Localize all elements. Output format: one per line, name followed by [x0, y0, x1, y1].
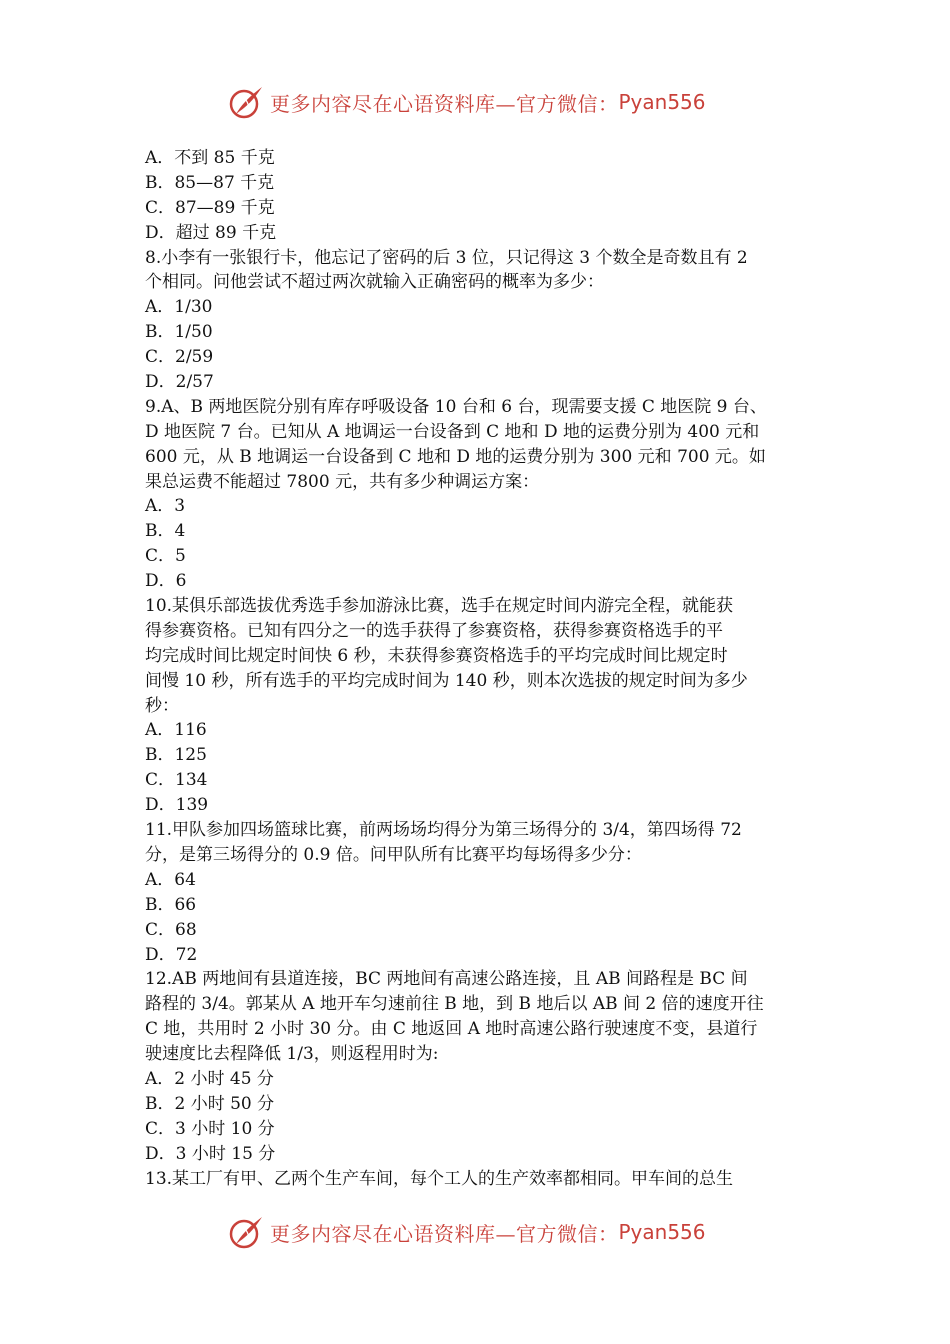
question-line: 12.AB 两地间有县道连接，BC 两地间有高速公路连接，且 AB 间路程是 BC 间 [145, 969, 748, 990]
option-line: C．68 [145, 919, 197, 940]
banner-wechat-id: Pyan556 [618, 90, 706, 114]
option-line: B．4 [145, 521, 186, 542]
question-line: 秒： [145, 695, 179, 716]
question-line: 驶速度比去程降低 1/3，则返程用时为: [145, 1044, 439, 1065]
question-line: 得参赛资格。已知有四分之一的选手获得了参赛资格，获得参赛资格选手的平 [145, 620, 723, 641]
question-line: 个相同。问他尝试不超过两次就输入正确密码的概率为多少： [145, 272, 604, 293]
question-line: 路程的 3/4。郭某从 A 地开车匀速前往 B 地，到 B 地后以 AB 间 2 倍的速度开往 [145, 994, 764, 1015]
banner-wechat-id: Pyan556 [618, 1220, 706, 1244]
question-line: 分，是第三场得分的 0.9 倍。问甲队所有比赛平均每场得多少分： [145, 844, 642, 865]
text-line: A．不到 85 千克 [145, 148, 275, 168]
question-line: 间慢 10 秒，所有选手的平均完成时间为 140 秒，则本次选拔的规定时间为多少 [145, 670, 748, 691]
option-line: A．64 [145, 869, 196, 890]
option-line: A．116 [145, 720, 207, 741]
question-line: 果总运费不能超过 7800 元，共有多少种调运方案： [145, 471, 540, 492]
option-line: D．6 [145, 571, 187, 592]
option-line: D．72 [145, 944, 198, 965]
question-line: D 地医院 7 台。已知从 A 地调运一台设备到 C 地和 D 地的运费分别为 400 元和 [145, 421, 760, 442]
question-line: C 地，共用时 2 小时 30 分。由 C 地返回 A 地时高速公路行驶速度不变，县道行 [145, 1019, 758, 1040]
footer-banner [228, 1212, 748, 1252]
text-line: C．87—89 千克 [145, 197, 275, 218]
option-line: B．66 [145, 894, 197, 915]
question-line: 10.某俱乐部选拔优秀选手参加游泳比赛，选手在规定时间内游完全程，就能获 [145, 596, 734, 617]
option-line: A．3 [145, 496, 186, 517]
option-line: C．3 小时 10 分 [145, 1118, 275, 1139]
document-body [145, 146, 810, 1191]
option-line: D．139 [145, 795, 209, 816]
option-line: C．5 [145, 546, 186, 567]
option-line: B．125 [145, 745, 207, 766]
text-line: B．85—87 千克 [145, 172, 275, 193]
question-line: 600 元，从 B 地调运一台设备到 C 地和 D 地的运费分别为 300 元和 700 元。如 [145, 446, 766, 467]
option-line: D．2/57 [145, 372, 214, 393]
option-line: D．3 小时 15 分 [145, 1143, 276, 1164]
text-line: D．超过 89 千克 [145, 222, 277, 243]
quill-logo-icon [228, 1214, 264, 1250]
quill-logo-icon [228, 84, 264, 120]
question-line: 9.A、B 两地医院分别有库存呼吸设备 10 台和 6 台，现需要支援 C 地医院 9 台、 [145, 396, 767, 417]
question-line: 均完成时间比规定时间快 6 秒，未获得参赛资格选手的平均完成时间比规定时 [145, 645, 728, 666]
question-line: 13.某工厂有甲、乙两个生产车间，每个工人的生产效率都相同。甲车间的总生 [145, 1168, 734, 1189]
option-line: A．2 小时 45 分 [145, 1068, 274, 1089]
question-line: 8.小李有一张银行卡，他忘记了密码的后 3 位，只记得这 3 个数全是奇数且有 2 [145, 247, 748, 268]
banner-text: 更多内容尽在心语资料库—官方微信： [270, 1221, 619, 1246]
option-line: C．134 [145, 770, 208, 791]
option-line: B．1/50 [145, 322, 213, 343]
option-line: A．1/30 [145, 297, 213, 318]
option-line: B．2 小时 50 分 [145, 1093, 275, 1114]
question-line: 11.甲队参加四场篮球比赛，前两场场均得分为第三场得分的 3/4，第四场得 72 [145, 820, 742, 841]
banner-text: 更多内容尽在心语资料库—官方微信： [270, 91, 619, 116]
option-line: C．2/59 [145, 347, 214, 368]
header-banner [228, 82, 748, 122]
